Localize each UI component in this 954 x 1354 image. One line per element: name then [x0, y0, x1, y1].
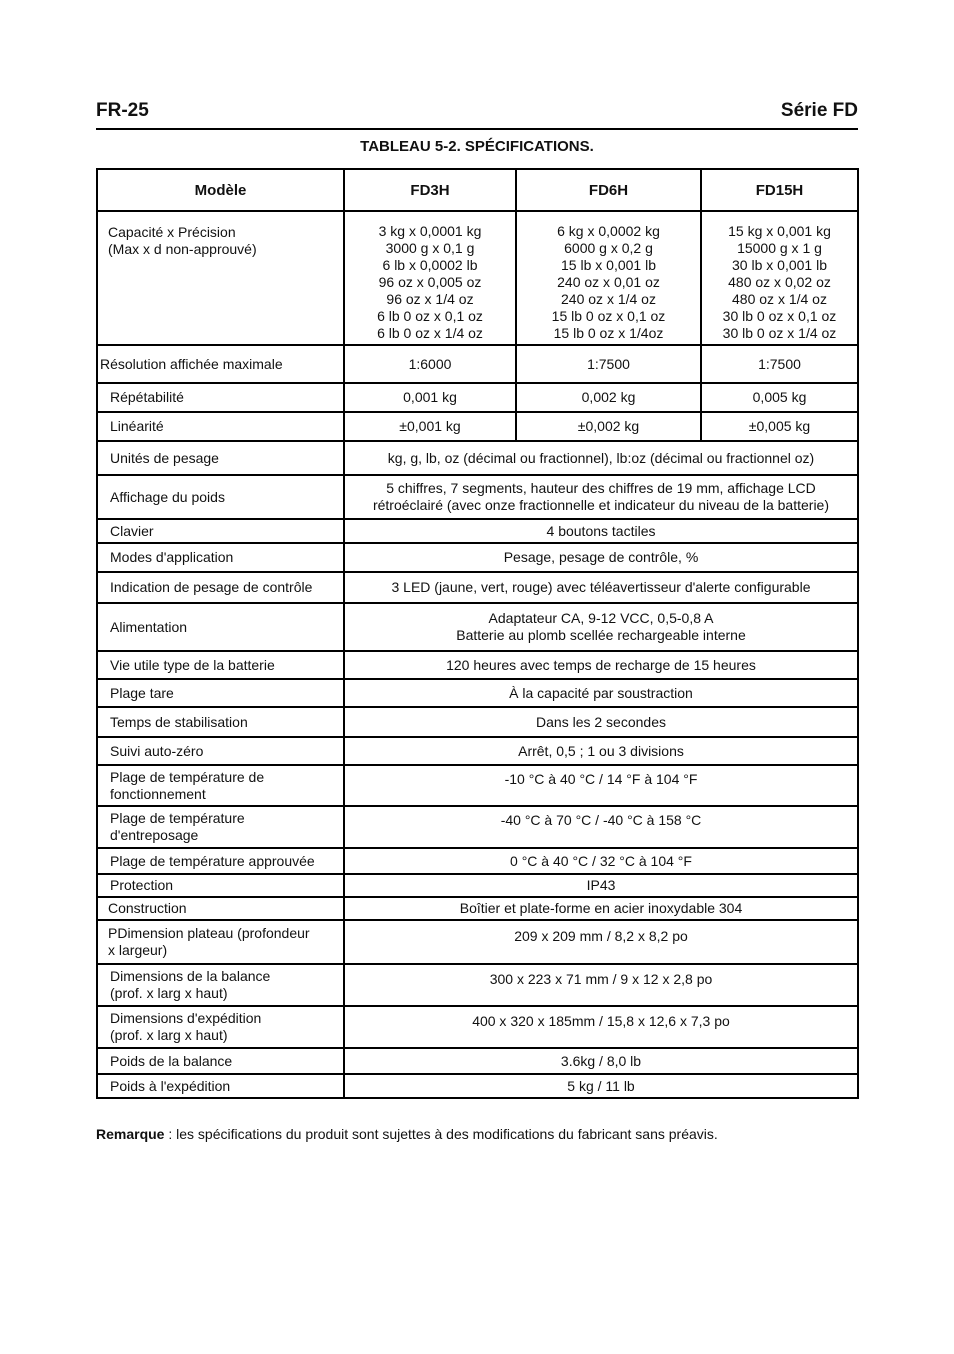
page-number: FR-25 — [96, 100, 149, 121]
table-row-tare — [97, 679, 858, 707]
table-row-stabilization — [97, 707, 858, 737]
resolution-fd6h: 1:7500 — [516, 345, 701, 383]
storage-temperature-value: -40 °C à 70 °C / -40 °C à 158 °C — [344, 806, 858, 848]
repeatability-fd3h: 0,001 kg — [344, 383, 516, 412]
table-row-storage-temperature — [97, 806, 858, 848]
row-label: Modes d'application — [97, 543, 344, 572]
row-label: Vie utile type de la batterie — [97, 651, 344, 679]
platform-dimension-value: 209 x 209 mm / 8,2 x 8,2 po — [344, 920, 858, 964]
net-weight-value: 3.6kg / 8,0 lb — [344, 1048, 858, 1074]
keypad-value: 4 boutons tactiles — [344, 519, 858, 543]
approved-temperature-value: 0 °C à 40 °C / 32 °C à 104 °F — [344, 848, 858, 874]
row-label: Poids de la balance — [97, 1048, 344, 1074]
page-header — [96, 98, 858, 130]
row-label: Clavier — [97, 519, 344, 543]
table-row-auto-zero — [97, 737, 858, 765]
construction-value: Boîtier et plate-forme en acier inoxydable 304 — [344, 897, 858, 920]
linearity-fd3h: ±0,001 kg — [344, 412, 516, 441]
table-header-row — [97, 169, 858, 211]
column-header-fd3h: FD3H — [344, 169, 516, 211]
row-label: Dimensions d'expédition (prof. x larg x haut) — [97, 1006, 344, 1048]
row-label: Capacité x Précision (Max x d non-approuvé) — [97, 211, 344, 345]
capacity-fd6h: 6 kg x 0,0002 kg 6000 g x 0,2 g 15 lb x 0,001 lb 240 oz x 0,01 oz 240 oz x 1/4 oz 15 lb 0 oz x 0,1 oz 15 lb 0 oz x 1/4oz — [516, 211, 701, 345]
linearity-fd6h: ±0,002 kg — [516, 412, 701, 441]
footnote — [96, 1126, 718, 1142]
table-row-repeatability — [97, 383, 858, 412]
column-header-fd15h: FD15H — [701, 169, 858, 211]
row-label: Unités de pesage — [97, 441, 344, 475]
column-header-fd6h: FD6H — [516, 169, 701, 211]
row-label: Affichage du poids — [97, 475, 344, 519]
tare-value: À la capacité par soustraction — [344, 679, 858, 707]
table-row-operating-temperature — [97, 765, 858, 806]
repeatability-fd15h: 0,005 kg — [701, 383, 858, 412]
table-row-shipping-dimensions — [97, 1006, 858, 1048]
row-label: Dimensions de la balance (prof. x larg x haut) — [97, 964, 344, 1006]
row-label: Indication de pesage de contrôle — [97, 572, 344, 603]
table-row-display — [97, 475, 858, 519]
check-indication-value: 3 LED (jaune, vert, rouge) avec téléavertisseur d'alerte configurable — [344, 572, 858, 603]
table-row-platform-dimension — [97, 920, 858, 964]
resolution-fd3h: 1:6000 — [344, 345, 516, 383]
table-row-shipping-weight — [97, 1074, 858, 1098]
resolution-fd15h: 1:7500 — [701, 345, 858, 383]
table-row-scale-dimensions — [97, 964, 858, 1006]
row-label: Linéarité — [97, 412, 344, 441]
modes-value: Pesage, pesage de contrôle, % — [344, 543, 858, 572]
footnote-label: Remarque — [96, 1126, 165, 1142]
row-label: Alimentation — [97, 603, 344, 651]
table-row-units — [97, 441, 858, 475]
footnote-text: : les spécifications du produit sont sujettes à des modifications du fabricant sans préavis. — [164, 1126, 718, 1142]
series-title: Série FD — [780, 100, 858, 121]
table-row-capacity — [97, 211, 858, 345]
row-label: Résolution affichée maximale — [97, 345, 344, 383]
table-row-check-indication — [97, 572, 858, 603]
table-row-resolution — [97, 345, 858, 383]
linearity-fd15h: ±0,005 kg — [701, 412, 858, 441]
row-label: PDimension plateau (profondeur x largeur) — [97, 920, 344, 964]
repeatability-fd6h: 0,002 kg — [516, 383, 701, 412]
units-value: kg, g, lb, oz (décimal ou fractionnel), lb:oz (décimal ou fractionnel oz) — [344, 441, 858, 475]
auto-zero-value: Arrêt, 0,5 ; 1 ou 3 divisions — [344, 737, 858, 765]
row-label: Suivi auto-zéro — [97, 737, 344, 765]
row-label: Plage de température de fonctionnement — [97, 765, 344, 806]
table-row-net-weight — [97, 1048, 858, 1074]
row-label: Plage de température approuvée — [97, 848, 344, 874]
battery-life-value: 120 heures avec temps de recharge de 15 heures — [344, 651, 858, 679]
shipping-weight-value: 5 kg / 11 lb — [344, 1074, 858, 1098]
table-row-linearity — [97, 412, 858, 441]
table-row-keypad — [97, 519, 858, 543]
row-label: Construction — [97, 897, 344, 920]
column-header-model: Modèle — [97, 169, 344, 211]
scale-dimensions-value: 300 x 223 x 71 mm / 9 x 12 x 2,8 po — [344, 964, 858, 1006]
table-row-construction — [97, 897, 858, 920]
table-title: TABLEAU 5-2. SPÉCIFICATIONS. — [360, 138, 594, 155]
display-value: 5 chiffres, 7 segments, hauteur des chiffres de 19 mm, affichage LCD rétroéclairé (avec onze fractionnelle et indicateur du niveau de la batterie) — [344, 475, 858, 519]
table-row-approved-temperature — [97, 848, 858, 874]
capacity-fd3h: 3 kg x 0,0001 kg 3000 g x 0,1 g 6 lb x 0,0002 lb 96 oz x 0,005 oz 96 oz x 1/4 oz 6 lb 0 oz x 0,1 oz 6 lb 0 oz x 1/4 oz — [344, 211, 516, 345]
operating-temperature-value: -10 °C à 40 °C / 14 °F à 104 °F — [344, 765, 858, 806]
table-row-protection — [97, 874, 858, 897]
row-label: Plage tare — [97, 679, 344, 707]
stabilization-value: Dans les 2 secondes — [344, 707, 858, 737]
specifications-table — [96, 168, 859, 1099]
row-label: Protection — [97, 874, 344, 897]
row-label: Poids à l'expédition — [97, 1074, 344, 1098]
shipping-dimensions-value: 400 x 320 x 185mm / 15,8 x 12,6 x 7,3 po — [344, 1006, 858, 1048]
table-row-battery-life — [97, 651, 858, 679]
row-label: Temps de stabilisation — [97, 707, 344, 737]
row-label: Plage de température d'entreposage — [97, 806, 344, 848]
row-label: Répétabilité — [97, 383, 344, 412]
protection-value: IP43 — [344, 874, 858, 897]
table-row-modes — [97, 543, 858, 572]
capacity-fd15h: 15 kg x 0,001 kg 15000 g x 1 g 30 lb x 0,001 lb 480 oz x 0,02 oz 480 oz x 1/4 oz 30 lb 0 oz x 0,1 oz 30 lb 0 oz x 1/4 oz — [701, 211, 858, 345]
power-value: Adaptateur CA, 9-12 VCC, 0,5-0,8 A Batterie au plomb scellée rechargeable interne — [344, 603, 858, 651]
table-row-power — [97, 603, 858, 651]
